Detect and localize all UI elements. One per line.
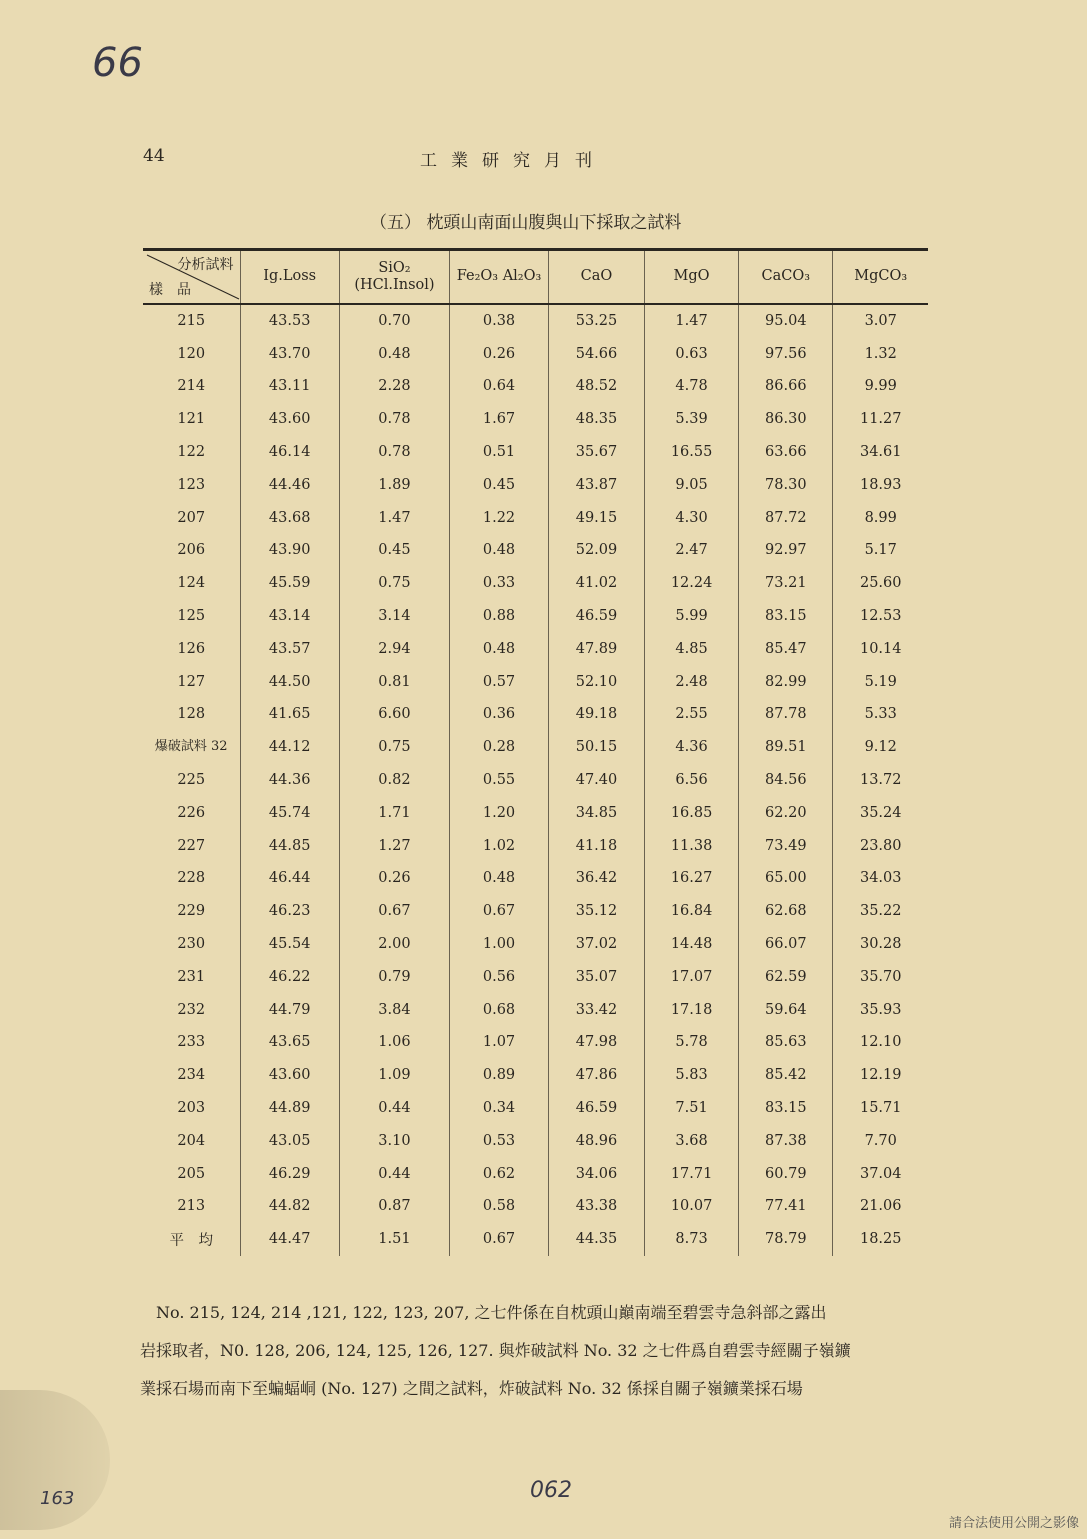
- value-cell: 0.67: [339, 895, 449, 928]
- usage-notice-stamp: 請合法使用公開之影像: [948, 1516, 1079, 1531]
- value-cell: 11.38: [645, 829, 739, 862]
- table-row: [143, 337, 928, 370]
- value-cell: 45.74: [240, 796, 339, 829]
- value-cell: 44.36: [240, 764, 339, 797]
- value-cell: 23.80: [833, 829, 928, 862]
- col-mgco3: MgCO₃: [833, 250, 928, 304]
- value-cell: 87.38: [739, 1124, 833, 1157]
- value-cell: 62.20: [739, 796, 833, 829]
- note-line-2: 岩採取者，N0. 128, 206, 124, 125, 126, 127. 與炸破試料 No. 32 之七件爲自碧雲寺經關子嶺鑛: [140, 1341, 851, 1360]
- value-cell: 25.60: [833, 567, 928, 600]
- col-fe2o3-al2o3: Fe₂O₃ Al₂O₃: [450, 250, 549, 304]
- value-cell: 5.99: [645, 600, 739, 633]
- value-cell: 0.56: [450, 960, 549, 993]
- value-cell: 46.22: [240, 960, 339, 993]
- value-cell: 46.44: [240, 862, 339, 895]
- value-cell: 12.24: [645, 567, 739, 600]
- table-row: [143, 928, 928, 961]
- value-cell: 43.38: [548, 1190, 644, 1223]
- value-cell: 0.87: [339, 1190, 449, 1223]
- table-row: [143, 1124, 928, 1157]
- value-cell: 43.60: [240, 403, 339, 436]
- value-cell: 18.93: [833, 468, 928, 501]
- sample-id: 平 均: [169, 1232, 213, 1249]
- value-cell: 36.42: [548, 862, 644, 895]
- value-cell: 73.49: [739, 829, 833, 862]
- sample-id: 207: [177, 509, 206, 526]
- value-cell: 0.26: [339, 862, 449, 895]
- value-cell: 43.05: [240, 1124, 339, 1157]
- value-cell: 44.85: [240, 829, 339, 862]
- value-cell: 48.52: [548, 370, 644, 403]
- value-cell: 13.72: [833, 764, 928, 797]
- value-cell: 62.68: [739, 895, 833, 928]
- value-cell: 1.89: [339, 468, 449, 501]
- analysis-table: [143, 248, 928, 1256]
- value-cell: 46.14: [240, 436, 339, 469]
- value-cell: 77.41: [739, 1190, 833, 1223]
- value-cell: 9.05: [645, 468, 739, 501]
- value-cell: 34.06: [548, 1157, 644, 1190]
- sample-id: 爆破試料 32: [154, 739, 228, 755]
- table-row: [143, 501, 928, 534]
- value-cell: 1.22: [450, 501, 549, 534]
- value-cell: 34.03: [833, 862, 928, 895]
- value-cell: 3.10: [339, 1124, 449, 1157]
- value-cell: 54.66: [548, 337, 644, 370]
- table-row: [143, 960, 928, 993]
- value-cell: 0.48: [450, 632, 549, 665]
- sample-id: 231: [177, 968, 206, 985]
- value-cell: 0.26: [450, 337, 549, 370]
- value-cell: 2.28: [339, 370, 449, 403]
- value-cell: 0.45: [450, 468, 549, 501]
- sample-id: 228: [177, 870, 206, 887]
- sample-id: 226: [177, 804, 206, 821]
- table-row: [143, 600, 928, 633]
- value-cell: 1.71: [339, 796, 449, 829]
- value-cell: 52.09: [548, 534, 644, 567]
- value-cell: 44.12: [240, 731, 339, 764]
- value-cell: 1.02: [450, 829, 549, 862]
- value-cell: 0.67: [450, 1223, 549, 1256]
- sample-id: 124: [177, 575, 206, 592]
- value-cell: 95.04: [739, 304, 833, 338]
- value-cell: 97.56: [739, 337, 833, 370]
- value-cell: 16.85: [645, 796, 739, 829]
- value-cell: 9.12: [833, 731, 928, 764]
- sample-id: 234: [177, 1067, 206, 1084]
- value-cell: 1.47: [645, 304, 739, 338]
- value-cell: 47.40: [548, 764, 644, 797]
- value-cell: 5.39: [645, 403, 739, 436]
- page-number: 44: [143, 146, 165, 166]
- table-row: [143, 370, 928, 403]
- value-cell: 43.53: [240, 304, 339, 338]
- value-cell: 0.45: [339, 534, 449, 567]
- sample-id: 233: [177, 1034, 206, 1051]
- value-cell: 43.90: [240, 534, 339, 567]
- value-cell: 21.06: [833, 1190, 928, 1223]
- table-caption: （五） 枕頭山南面山腹與山下採取之試料: [370, 213, 682, 233]
- value-cell: 45.54: [240, 928, 339, 961]
- value-cell: 0.48: [339, 337, 449, 370]
- value-cell: 82.99: [739, 665, 833, 698]
- value-cell: 8.73: [645, 1223, 739, 1256]
- value-cell: 78.79: [739, 1223, 833, 1256]
- value-cell: 47.86: [548, 1059, 644, 1092]
- col-igloss: Ig.Loss: [240, 250, 339, 304]
- value-cell: 6.56: [645, 764, 739, 797]
- value-cell: 16.27: [645, 862, 739, 895]
- table-row: [143, 1223, 928, 1256]
- value-cell: 0.44: [339, 1157, 449, 1190]
- value-cell: 0.48: [450, 534, 549, 567]
- value-cell: 0.67: [450, 895, 549, 928]
- value-cell: 0.79: [339, 960, 449, 993]
- value-cell: 14.48: [645, 928, 739, 961]
- sample-id: 128: [177, 706, 206, 723]
- value-cell: 0.38: [450, 304, 549, 338]
- value-cell: 63.66: [739, 436, 833, 469]
- value-cell: 53.25: [548, 304, 644, 338]
- sample-id: 127: [177, 673, 206, 690]
- value-cell: 1.09: [339, 1059, 449, 1092]
- value-cell: 86.30: [739, 403, 833, 436]
- value-cell: 0.75: [339, 567, 449, 600]
- value-cell: 43.57: [240, 632, 339, 665]
- sample-id: 232: [177, 1001, 206, 1018]
- value-cell: 60.79: [739, 1157, 833, 1190]
- value-cell: 43.11: [240, 370, 339, 403]
- value-cell: 0.28: [450, 731, 549, 764]
- sample-id: 229: [177, 903, 206, 920]
- value-cell: 1.27: [339, 829, 449, 862]
- value-cell: 89.51: [739, 731, 833, 764]
- value-cell: 0.58: [450, 1190, 549, 1223]
- value-cell: 0.34: [450, 1092, 549, 1125]
- value-cell: 0.33: [450, 567, 549, 600]
- value-cell: 5.17: [833, 534, 928, 567]
- handwritten-number: 66: [92, 40, 143, 86]
- sample-id: 121: [177, 411, 206, 428]
- value-cell: 83.15: [739, 1092, 833, 1125]
- sample-id: 204: [177, 1132, 206, 1149]
- value-cell: 4.78: [645, 370, 739, 403]
- value-cell: 15.71: [833, 1092, 928, 1125]
- value-cell: 0.70: [339, 304, 449, 338]
- handwritten-page-code: 062: [530, 1478, 572, 1503]
- table-row: [143, 534, 928, 567]
- value-cell: 43.70: [240, 337, 339, 370]
- col-mgo: MgO: [645, 250, 739, 304]
- value-cell: 4.85: [645, 632, 739, 665]
- value-cell: 44.50: [240, 665, 339, 698]
- value-cell: 84.56: [739, 764, 833, 797]
- value-cell: 50.15: [548, 731, 644, 764]
- value-cell: 12.10: [833, 1026, 928, 1059]
- table-row: [143, 1190, 928, 1223]
- value-cell: 35.07: [548, 960, 644, 993]
- value-cell: 48.96: [548, 1124, 644, 1157]
- value-cell: 37.04: [833, 1157, 928, 1190]
- table-row: [143, 403, 928, 436]
- value-cell: 2.47: [645, 534, 739, 567]
- value-cell: 49.15: [548, 501, 644, 534]
- value-cell: 1.00: [450, 928, 549, 961]
- note-line-3: 業採石場而南下至蝙蝠峒 (No. 127) 之間之試料，炸破試料 No. 32 係採自關子嶺鑛業採石場: [140, 1379, 803, 1398]
- value-cell: 46.29: [240, 1157, 339, 1190]
- value-cell: 12.53: [833, 600, 928, 633]
- value-cell: 1.06: [339, 1026, 449, 1059]
- table-row: [143, 1092, 928, 1125]
- value-cell: 44.89: [240, 1092, 339, 1125]
- value-cell: 45.59: [240, 567, 339, 600]
- value-cell: 0.81: [339, 665, 449, 698]
- sample-id: 206: [177, 542, 206, 559]
- value-cell: 7.51: [645, 1092, 739, 1125]
- value-cell: 17.18: [645, 993, 739, 1026]
- sample-id: 230: [177, 936, 206, 953]
- value-cell: 52.10: [548, 665, 644, 698]
- table-row: [143, 304, 928, 338]
- value-cell: 5.83: [645, 1059, 739, 1092]
- value-cell: 49.18: [548, 698, 644, 731]
- value-cell: 87.78: [739, 698, 833, 731]
- value-cell: 6.60: [339, 698, 449, 731]
- table-row: [143, 698, 928, 731]
- value-cell: 17.07: [645, 960, 739, 993]
- table-row: [143, 1157, 928, 1190]
- value-cell: 5.19: [833, 665, 928, 698]
- sample-id: 125: [177, 608, 206, 625]
- value-cell: 5.33: [833, 698, 928, 731]
- value-cell: 41.02: [548, 567, 644, 600]
- sample-id: 122: [177, 444, 206, 461]
- value-cell: 59.64: [739, 993, 833, 1026]
- sample-id: 214: [177, 378, 206, 395]
- value-cell: 30.28: [833, 928, 928, 961]
- sample-id: 126: [177, 640, 206, 657]
- value-cell: 0.51: [450, 436, 549, 469]
- value-cell: 73.21: [739, 567, 833, 600]
- value-cell: 35.67: [548, 436, 644, 469]
- value-cell: 83.15: [739, 600, 833, 633]
- table-row: [143, 796, 928, 829]
- value-cell: 0.64: [450, 370, 549, 403]
- corner-bottom-label: 樣 品: [149, 281, 191, 298]
- value-cell: 16.84: [645, 895, 739, 928]
- value-cell: 47.89: [548, 632, 644, 665]
- value-cell: 46.59: [548, 600, 644, 633]
- value-cell: 0.88: [450, 600, 549, 633]
- value-cell: 0.57: [450, 665, 549, 698]
- table-row: [143, 862, 928, 895]
- value-cell: 0.75: [339, 731, 449, 764]
- value-cell: 44.46: [240, 468, 339, 501]
- table-row: [143, 567, 928, 600]
- value-cell: 11.27: [833, 403, 928, 436]
- col-sio2: SiO₂ (HCl.Insol): [339, 250, 449, 304]
- value-cell: 85.42: [739, 1059, 833, 1092]
- value-cell: 0.48: [450, 862, 549, 895]
- value-cell: 37.02: [548, 928, 644, 961]
- value-cell: 78.30: [739, 468, 833, 501]
- sample-id: 120: [177, 345, 206, 362]
- journal-title: 工業研究月刊: [420, 151, 606, 171]
- value-cell: 0.78: [339, 403, 449, 436]
- value-cell: 9.99: [833, 370, 928, 403]
- value-cell: 34.61: [833, 436, 928, 469]
- value-cell: 35.22: [833, 895, 928, 928]
- value-cell: 0.68: [450, 993, 549, 1026]
- value-cell: 0.62: [450, 1157, 549, 1190]
- table-row: [143, 764, 928, 797]
- value-cell: 85.47: [739, 632, 833, 665]
- value-cell: 34.85: [548, 796, 644, 829]
- corner-header: [143, 250, 240, 304]
- value-cell: 43.68: [240, 501, 339, 534]
- value-cell: 3.07: [833, 304, 928, 338]
- value-cell: 0.36: [450, 698, 549, 731]
- value-cell: 2.55: [645, 698, 739, 731]
- value-cell: 8.99: [833, 501, 928, 534]
- value-cell: 92.97: [739, 534, 833, 567]
- value-cell: 3.14: [339, 600, 449, 633]
- table-row: [143, 731, 928, 764]
- value-cell: 43.14: [240, 600, 339, 633]
- value-cell: 33.42: [548, 993, 644, 1026]
- sample-id: 203: [177, 1100, 206, 1117]
- sample-id: 123: [177, 476, 206, 493]
- value-cell: 85.63: [739, 1026, 833, 1059]
- table-row: [143, 632, 928, 665]
- value-cell: 0.44: [339, 1092, 449, 1125]
- value-cell: 43.60: [240, 1059, 339, 1092]
- value-cell: 0.82: [339, 764, 449, 797]
- value-cell: 44.79: [240, 993, 339, 1026]
- value-cell: 46.23: [240, 895, 339, 928]
- value-cell: 12.19: [833, 1059, 928, 1092]
- table-row: [143, 436, 928, 469]
- value-cell: 1.20: [450, 796, 549, 829]
- value-cell: 2.48: [645, 665, 739, 698]
- value-cell: 4.36: [645, 731, 739, 764]
- library-watermark-logo: [0, 1390, 110, 1530]
- value-cell: 2.94: [339, 632, 449, 665]
- table-row: [143, 895, 928, 928]
- value-cell: 41.65: [240, 698, 339, 731]
- value-cell: 3.68: [645, 1124, 739, 1157]
- value-cell: 35.93: [833, 993, 928, 1026]
- value-cell: 18.25: [833, 1223, 928, 1256]
- value-cell: 10.07: [645, 1190, 739, 1223]
- value-cell: 0.78: [339, 436, 449, 469]
- sample-id: 213: [177, 1198, 206, 1215]
- value-cell: 1.32: [833, 337, 928, 370]
- value-cell: 62.59: [739, 960, 833, 993]
- value-cell: 7.70: [833, 1124, 928, 1157]
- value-cell: 35.12: [548, 895, 644, 928]
- sample-id: 205: [177, 1165, 206, 1182]
- corner-top-label: 分析試料: [177, 257, 234, 273]
- value-cell: 48.35: [548, 403, 644, 436]
- value-cell: 47.98: [548, 1026, 644, 1059]
- value-cell: 65.00: [739, 862, 833, 895]
- sample-id: 215: [177, 312, 206, 329]
- value-cell: 35.70: [833, 960, 928, 993]
- table-header: [143, 250, 928, 304]
- value-cell: 10.14: [833, 632, 928, 665]
- value-cell: 44.82: [240, 1190, 339, 1223]
- value-cell: 41.18: [548, 829, 644, 862]
- value-cell: 1.51: [339, 1223, 449, 1256]
- value-cell: 87.72: [739, 501, 833, 534]
- value-cell: 2.00: [339, 928, 449, 961]
- table-row: [143, 468, 928, 501]
- table-row: [143, 1059, 928, 1092]
- value-cell: 46.59: [548, 1092, 644, 1125]
- col-caco3: CaCO₃: [739, 250, 833, 304]
- table-row: [143, 1026, 928, 1059]
- handwritten-folio: 163: [40, 1488, 75, 1509]
- value-cell: 0.53: [450, 1124, 549, 1157]
- value-cell: 0.55: [450, 764, 549, 797]
- value-cell: 1.07: [450, 1026, 549, 1059]
- value-cell: 17.71: [645, 1157, 739, 1190]
- value-cell: 43.87: [548, 468, 644, 501]
- value-cell: 0.89: [450, 1059, 549, 1092]
- value-cell: 86.66: [739, 370, 833, 403]
- value-cell: 35.24: [833, 796, 928, 829]
- value-cell: 44.35: [548, 1223, 644, 1256]
- value-cell: 43.65: [240, 1026, 339, 1059]
- value-cell: 0.63: [645, 337, 739, 370]
- value-cell: 5.78: [645, 1026, 739, 1059]
- value-cell: 4.30: [645, 501, 739, 534]
- value-cell: 44.47: [240, 1223, 339, 1256]
- col-cao: CaO: [548, 250, 644, 304]
- value-cell: 66.07: [739, 928, 833, 961]
- table-row: [143, 665, 928, 698]
- sample-id: 225: [177, 772, 206, 789]
- sample-id: 227: [177, 837, 206, 854]
- value-cell: 1.67: [450, 403, 549, 436]
- value-cell: 3.84: [339, 993, 449, 1026]
- table-row: [143, 993, 928, 1026]
- value-cell: 1.47: [339, 501, 449, 534]
- value-cell: 16.55: [645, 436, 739, 469]
- table-row: [143, 829, 928, 862]
- note-line-1: No. 215, 124, 214 ,121, 122, 123, 207, 之七件係在自枕頭山巔南端至碧雲寺急斜部之露出: [140, 1303, 827, 1322]
